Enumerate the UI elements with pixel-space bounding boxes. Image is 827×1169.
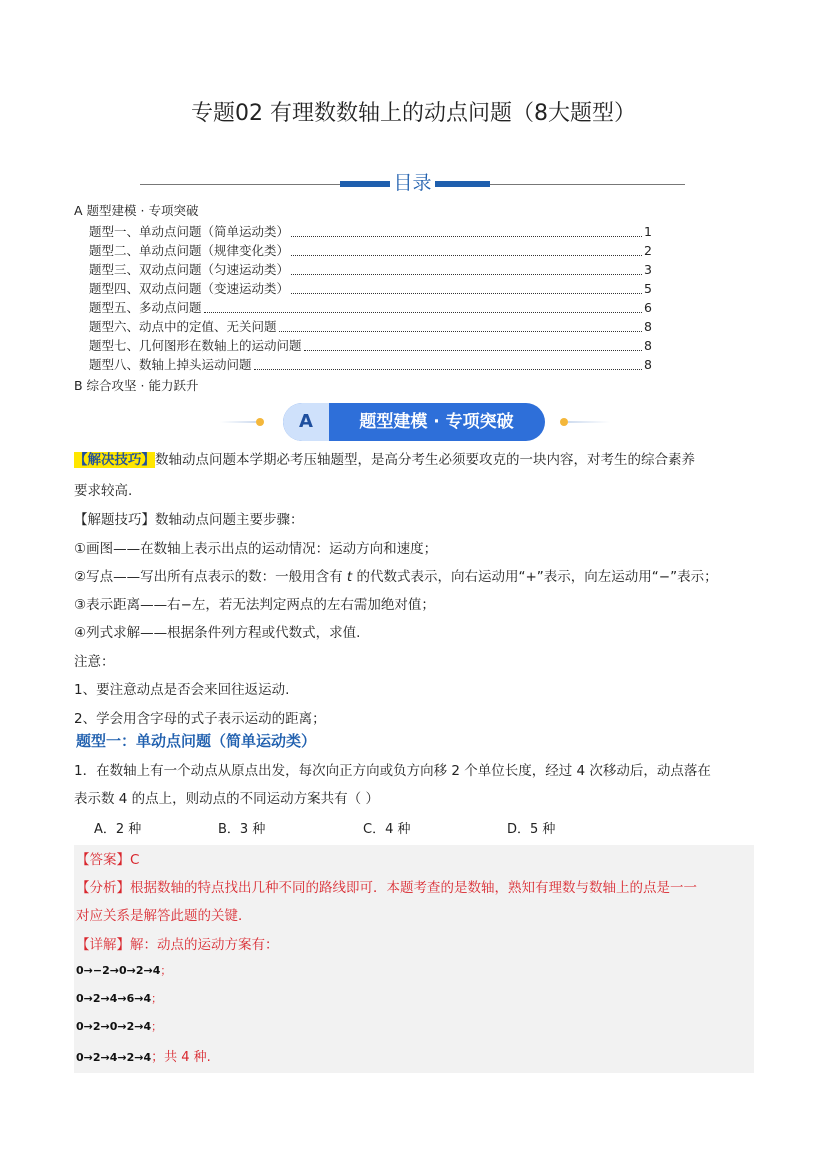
toc-dots: [291, 292, 642, 294]
answer: 【答案】C: [76, 852, 140, 868]
question-line-1: 1．在数轴上有一个动点从原点出发，每次向正方向或负方向移 2 个单位长度，经过 4 次移动后，动点落在: [74, 763, 711, 779]
toc-dots: [254, 368, 643, 370]
toc-dots: [291, 273, 642, 275]
analysis-line-2: 对应关系是解答此题的关键．: [76, 908, 252, 924]
choice-c[interactable]: C．4 种: [363, 822, 411, 837]
path-total: ；共 4 种.: [151, 1050, 211, 1065]
toc-dots: [204, 311, 643, 313]
toc-item-label: 题型三、双动点问题（匀速运动类）: [89, 262, 290, 277]
note-1: 1、要注意动点是否会来回往返运动.: [74, 682, 290, 698]
tips-line-1: [74, 447, 754, 474]
path-2: [76, 990, 162, 1006]
banner-line-left: [220, 421, 256, 423]
path-semicolon: ；: [160, 964, 172, 977]
toc-item-label: 题型六、动点中的定值、无关问题: [89, 319, 277, 334]
banner-text: 题型建模 · 专项突破: [359, 412, 514, 432]
path-text: 0→2→4→2→4: [76, 1051, 152, 1064]
path-text: 0→2→0→2→4: [76, 1020, 152, 1033]
toc-item[interactable]: [89, 242, 652, 260]
section-banner: [250, 400, 580, 444]
section-title: 题型一：单动点问题（简单运动类）: [76, 732, 317, 750]
toc-item[interactable]: [89, 337, 652, 355]
toc-item-page: 2: [644, 243, 652, 258]
step-4: ④列式求解——根据条件列方程或代数式，求值.: [74, 625, 361, 641]
question-line-2: 表示数 4 的点上，则动点的不同运动方案共有（ ）: [74, 791, 379, 807]
path-4: [76, 1046, 211, 1065]
document-title: 专题02 有理数数轴上的动点问题（8大题型）: [191, 101, 636, 126]
choice-a[interactable]: A．2 种: [94, 822, 142, 837]
toc-part-b[interactable]: B 综合攻坚 · 能力跃升: [74, 378, 199, 393]
toc-dots: [291, 235, 642, 237]
step-3: ③表示距离——右−左，若无法判定两点的左右需加绝对值；: [74, 597, 435, 613]
banner-line-right: [568, 421, 610, 423]
toc-part-a[interactable]: A 题型建模 · 专项突破: [74, 203, 199, 218]
toc-item-label: 题型八、数轴上掉头运动问题: [89, 357, 252, 372]
toc-item-page: 1: [644, 224, 652, 239]
toc-heading: 目录: [393, 172, 432, 194]
path-semicolon: ；: [151, 1020, 163, 1033]
tips-line-2: 要求较高.: [74, 483, 133, 499]
toc-item-page: 6: [644, 300, 652, 315]
toc-item-label: 题型一、单动点问题（简单运动类）: [89, 224, 290, 239]
toc-item[interactable]: [89, 299, 652, 317]
toc-dots: [279, 330, 643, 332]
toc-item-page: 8: [644, 338, 652, 353]
toc-item[interactable]: [89, 261, 652, 279]
tips-text: 数轴动点问题本学期必考压轴题型，是高分考生必须要攻克的一块内容，对考生的综合素养: [155, 452, 695, 468]
banner-letter: A: [283, 403, 329, 441]
steps-title: 【解题技巧】数轴动点问题主要步骤：: [74, 512, 304, 528]
detail: 【详解】解：动点的运动方案有：: [76, 937, 279, 953]
toc-header: [140, 168, 685, 194]
toc-item[interactable]: [89, 280, 652, 298]
toc-dots: [304, 349, 643, 351]
toc-item-label: 题型七、几何图形在数轴上的运动问题: [89, 338, 302, 353]
note-2: 2、学会用含字母的式子表示运动的距离；: [74, 711, 326, 727]
step-2: [74, 564, 827, 591]
toc-item-page: 8: [644, 319, 652, 334]
banner-dot-left: [256, 418, 264, 426]
path-text: 0→2→4→6→4: [76, 992, 152, 1005]
step-1: ①画图——在数轴上表示出点的运动情况：运动方向和速度；: [74, 541, 438, 557]
step-2-text-a: ②写点——写出所有点表示的数：一般用含有: [74, 569, 347, 585]
path-semicolon: ；: [151, 992, 163, 1005]
tips-tag: 【解决技巧】: [74, 452, 155, 468]
choice-b[interactable]: B．3 种: [218, 822, 266, 837]
toc-item[interactable]: [89, 318, 652, 336]
toc-item-page: 5: [644, 281, 652, 296]
toc-item-label: 题型五、多动点问题: [89, 300, 202, 315]
toc-item-page: 8: [644, 357, 652, 372]
path-3: [76, 1018, 162, 1034]
step-2-text-b: 的代数式表示，向右运动用“+”表示，向左运动用“−”表示；: [352, 569, 718, 585]
path-text: 0→−2→0→2→4: [76, 964, 161, 977]
path-1: [76, 962, 171, 978]
toc-item-label: 题型二、单动点问题（规律变化类）: [89, 243, 290, 258]
toc-item-page: 3: [644, 262, 652, 277]
choice-d[interactable]: D．5 种: [507, 822, 556, 837]
banner-dot-right: [560, 418, 568, 426]
toc-item-label: 题型四、双动点问题（变速运动类）: [89, 281, 290, 296]
analysis-line-1: 【分析】根据数轴的特点找出几种不同的路线即可．本题考查的是数轴，熟知有理数与数轴上的点是一一: [76, 880, 697, 896]
note-title: 注意：: [74, 654, 115, 670]
toc-item[interactable]: [89, 356, 652, 374]
toc-item[interactable]: [89, 223, 652, 241]
step-2-variable: t: [346, 569, 353, 585]
toc-dots: [291, 254, 642, 256]
